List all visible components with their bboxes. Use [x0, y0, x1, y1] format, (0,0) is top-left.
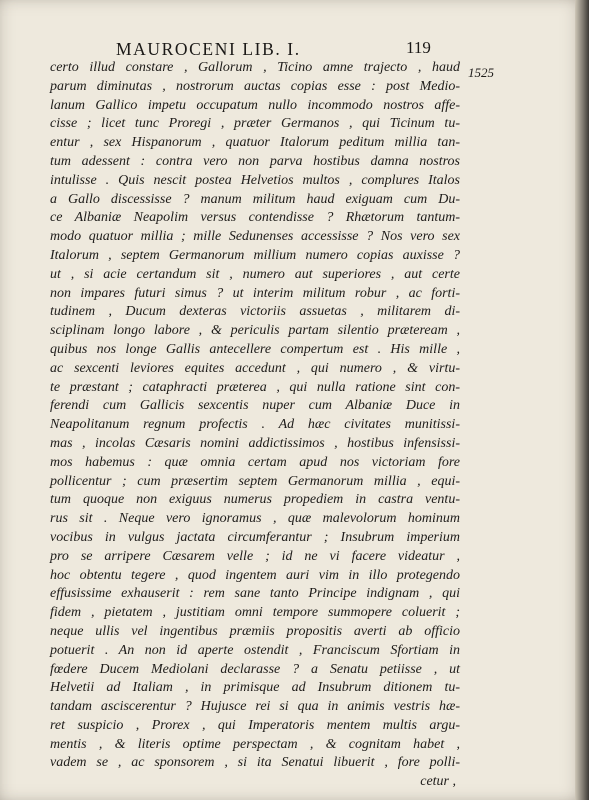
body-text	[50, 59, 460, 792]
text-line: sciplinam longo labore , & periculis partam silentio præteream ,	[50, 323, 460, 339]
text-line: pro se arripere Cæsarem velle ; id ne vi facere videatur ,	[50, 548, 460, 564]
text-line: ac sexcenti leviores equites accedunt , qui numero , & virtu-	[50, 360, 460, 376]
text-line: effusissime exhauserit : rem sane tanto Principe indignam , qui	[50, 586, 460, 602]
text-line: ce Albaniæ Neapolim versus contendisse ? Rhætorum tantum-	[50, 210, 460, 226]
text-line: cetur ,	[420, 774, 456, 790]
text-line: non impares futuri simus ? ut interim militum robur , ac forti-	[50, 285, 460, 301]
text-line: mos habemus : quæ omnia certam apud nos victoriam fore	[50, 454, 460, 470]
margin-year-note: 1525	[468, 65, 494, 80]
text-line: quibus nos longe Gallis antecellere compertum est . His mille ,	[50, 341, 460, 357]
text-line: certo illud constare , Gallorum , Ticino amne trajecto , haud	[50, 60, 460, 75]
text-line: vocibus in vulgus jactata circumferantur ; Insubrum imperium	[50, 529, 460, 545]
text-line: parum diminutas , nostrorum auctas copias esse : post Medio-	[50, 78, 460, 94]
text-line: fidem , pietatem , justitiam omni tempore summopere coluerit ;	[50, 605, 460, 621]
text-line: Neapolitanum regnum profectis . Ad hæc civitates munitissi-	[50, 417, 460, 433]
text-line: ut , si acie certandum sit , numero aut superiores , aut certe	[50, 266, 460, 282]
text-line: cisse ; licet tunc Proregi , præter Germanos , qui Ticinum tu-	[50, 116, 460, 132]
text-line: intulisse . Quis nescit postea Helvetios multos , complures Italos	[50, 172, 460, 188]
text-line: a Gallo discessisse ? manum militum haud exiguam cum Du-	[50, 191, 460, 207]
text-line: rus sit . Neque vero ignoramus , quæ malevolorum hominum	[50, 511, 460, 527]
text-line: tudinem , Ducum dexteras victoriis assuetas , militarem di-	[50, 304, 460, 320]
text-line: fœdere Ducem Mediolani declarasse ? a Senatu petiisse , ut	[50, 661, 460, 677]
text-line: tandam asciscerentur ? Hujusce rei si qua in animis vestris hæ-	[50, 699, 460, 715]
text-line: entur , sex Hispanorum , quatuor Italorum peditum millia tan-	[50, 135, 460, 151]
book-spine-shadow	[575, 0, 589, 800]
text-line: Italorum , septem Germanorum millium numero copias auxisse ?	[50, 247, 460, 263]
text-line: hoc obtentu tegere , quod ingentem auri vim in illo protegendo	[50, 567, 460, 583]
text-line: modo quatuor millia ; mille Sedunenses accessisse ? Nos vero sex	[50, 229, 460, 245]
text-line: tum adessent : contra vero non parva hostibus damna nostros	[50, 153, 460, 169]
text-line: tum quoque non exiguus numerus propediem in castra ventu-	[50, 492, 460, 508]
text-line: ret suspicio , Prorex , qui Imperatoris mentem multis argu-	[50, 717, 460, 733]
text-line: potuerit . An non id aperte ostendit , Franciscum Sfortiam in	[50, 642, 460, 658]
text-line: mas , incolas Cæsaris nomini addictissimos , hostibus infensissi-	[50, 435, 460, 451]
text-line: pollicentur ; cum præsertim septem Germanorum millia , equi-	[50, 473, 460, 489]
text-line: Helvetii ad Italiam , in primisque ad Insubrum ditionem tu-	[50, 680, 460, 696]
text-line: mentis , & literis optime perspectam , & cognitam habet ,	[50, 736, 460, 752]
text-line: lanum Gallico impetu occupatum nullo incommodo nostros affe-	[50, 97, 460, 113]
text-line: te præstant ; cataphracti præterea , qui nulla ratione sint con-	[50, 379, 460, 395]
text-line: vadem se , ac sponsorem , si ita Senatui libuerit , fore polli-	[50, 755, 460, 771]
text-line: neque ullis vel ingentibus præmiis propositis averti ab officio	[50, 623, 460, 639]
running-head: MAUROCENI LIB. I.	[116, 39, 301, 59]
page-number: 119	[406, 38, 431, 57]
text-line: ferendi cum Gallicis sexcentis nuper cum Albaniæ Duce in	[50, 398, 460, 414]
